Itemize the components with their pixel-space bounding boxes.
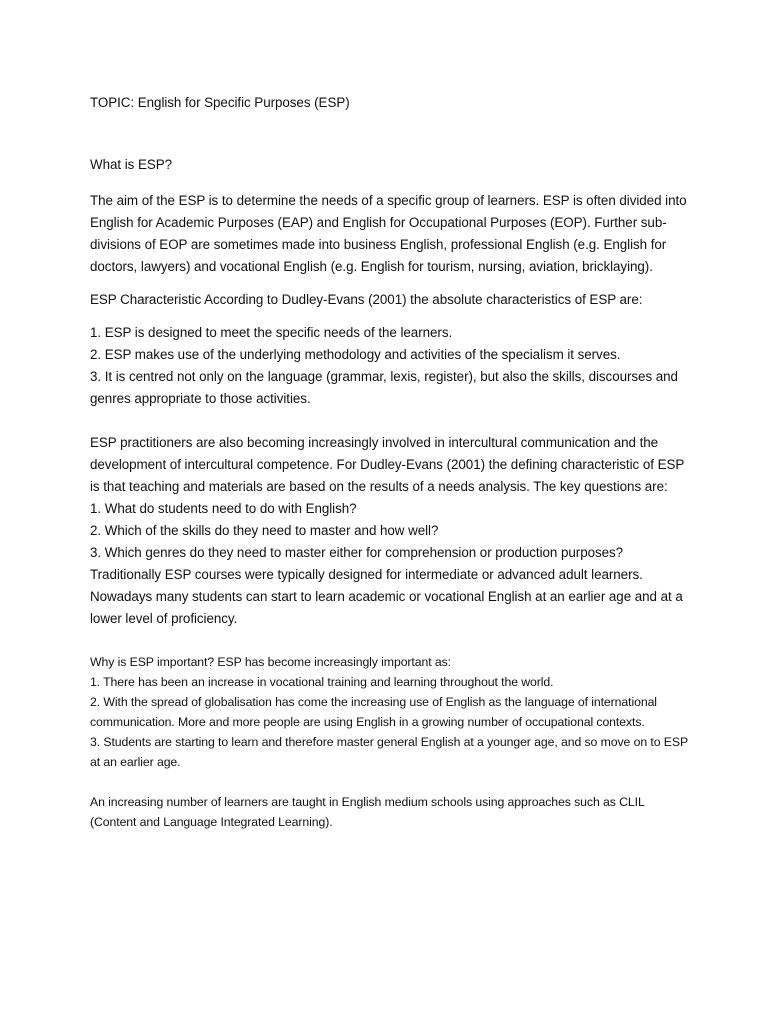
closing-section [90,792,690,832]
section-heading-what-is-esp: What is ESP? [90,157,173,172]
document-body [90,92,690,832]
key-question-item: 3. Which genres do they need to master either for comprehension or production purposes? [90,545,624,560]
closing-paragraph: An increasing number of learners are taught in English medium schools using approaches such as CLIL (Content and Language Integrated Learning). [90,795,645,829]
key-questions-list [90,498,690,564]
characteristic-item: 3. It is centred not only on the language (grammar, lexis, register), but also the skills, discourses and genres appropriate to those activities. [90,369,678,406]
why-reason-item: 3. Students are starting to learn and therefore master general English at a younger age, and so move on to ESP at an earlier age. [90,735,688,769]
characteristic-item: 1. ESP is designed to meet the specific needs of the learners. [90,325,453,340]
why-reason-item: 2. With the spread of globalisation has come the increasing use of English as the language of international communication. More and more people are using English in a growing number of occupational contexts. [90,695,657,729]
practitioners-paragraph: ESP practitioners are also becoming increasingly involved in intercultural communication and the development of intercultural competence. For Dudley-Evans (2001) the defining characteristic of ESP is that teaching and materials are based on the results of a needs analysis. The key questions are: [90,435,684,494]
why-reason-item: 1. There has been an increase in vocational training and learning throughout the world. [90,675,554,689]
characteristics-list [90,322,690,410]
document-topic: TOPIC: English for Specific Purposes (ESP) [90,95,350,110]
key-question-item: 1. What do students need to do with English? [90,501,357,516]
characteristic-item: 2. ESP makes use of the underlying methodology and activities of the specialism it serves. [90,347,621,362]
why-esp-intro: Why is ESP important? ESP has become increasingly important as: [90,655,451,669]
key-question-item: 2. Which of the skills do they need to master and how well? [90,523,439,538]
traditional-paragraph: Traditionally ESP courses were typically designed for intermediate or advanced adult learners. Nowadays many students can start to learn academic or vocational English at an earlier age and at a lower level of proficiency. [90,567,683,626]
characteristics-intro: ESP Characteristic According to Dudley-Evans (2001) the absolute characteristics of ESP are: [90,292,643,307]
why-esp-section [90,652,690,772]
intro-paragraph: The aim of the ESP is to determine the needs of a specific group of learners. ESP is often divided into English for Academic Purposes (EAP) and English for Occupational Purposes (EOP). Further sub-divisions of EOP are sometimes made into business English, professional English (e.g. English for doctors, lawyers) and vocational English (e.g. English for tourism, nursing, aviation, bricklaying). [90,193,687,274]
